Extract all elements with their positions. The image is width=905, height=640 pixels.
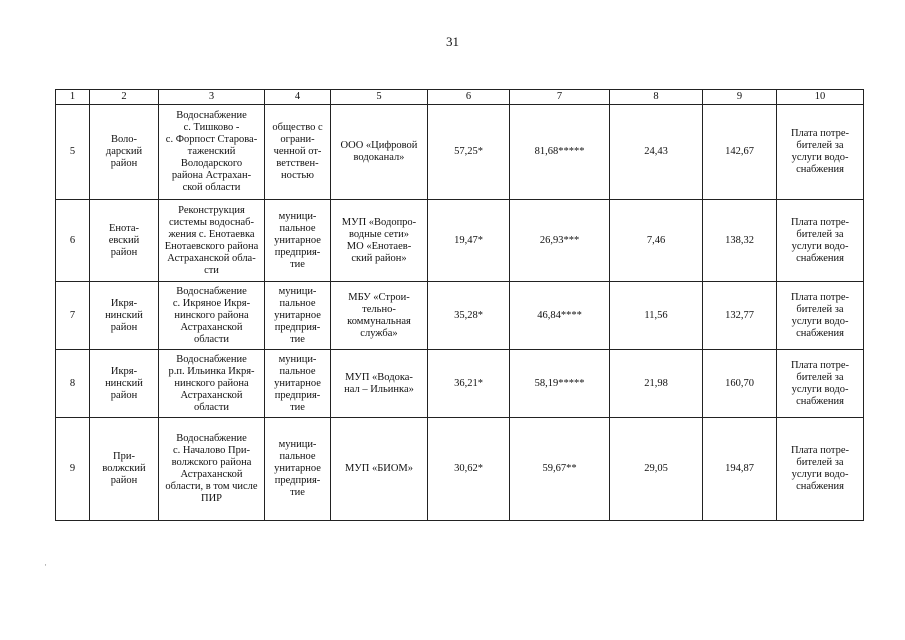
org-name-cell: ООО «Цифровой водоканал»	[331, 105, 428, 200]
column-number: 8	[610, 90, 703, 105]
district-cell: Икря- нинский район	[90, 350, 159, 418]
funding-source-cell: Плата потре- бителей за услуги водо- снабжения	[777, 200, 864, 282]
row-number: 5	[56, 105, 90, 200]
value-col6-cell: 35,28*	[428, 282, 510, 350]
org-form-cell: муници- пальное унитарное предприя- тие	[265, 418, 331, 521]
value-col9-cell: 160,70	[703, 350, 777, 418]
project-cell: Водоснабжение с. Тишково - с. Форпост Старова- таженский Володарского района Астрахан- ской области	[159, 105, 265, 200]
value-col6-cell: 57,25*	[428, 105, 510, 200]
value-col8-cell: 24,43	[610, 105, 703, 200]
value-col7-cell: 58,19*****	[510, 350, 610, 418]
org-name-cell: МБУ «Строи- тельно- коммунальная служба»	[331, 282, 428, 350]
column-number: 1	[56, 90, 90, 105]
table-row	[56, 418, 864, 521]
column-number: 5	[331, 90, 428, 105]
funding-source-cell: Плата потре- бителей за услуги водо- снабжения	[777, 105, 864, 200]
project-cell: Реконструкция системы водоснаб- жения с. Енотаевка Енотаевского района Астраханской обла- сти	[159, 200, 265, 282]
project-cell: Водоснабжение с. Икряное Икря- нинского района Астраханской области	[159, 282, 265, 350]
table-row	[56, 105, 864, 200]
org-name-cell: МУП «Водопро- водные сети» МО «Енотаев- ский район»	[331, 200, 428, 282]
district-cell: Енота- евский район	[90, 200, 159, 282]
value-col8-cell: 7,46	[610, 200, 703, 282]
column-number: 9	[703, 90, 777, 105]
column-number: 4	[265, 90, 331, 105]
project-cell: Водоснабжение с. Началово При- волжского района Астраханской области, в том числе ПИР	[159, 418, 265, 521]
page-number: 31	[446, 34, 459, 49]
table-row	[56, 282, 864, 350]
org-form-cell: муници- пальное унитарное предприя- тие	[265, 282, 331, 350]
org-form-cell: муници- пальное унитарное предприя- тие	[265, 200, 331, 282]
value-col8-cell: 21,98	[610, 350, 703, 418]
project-cell: Водоснабжение р.п. Ильинка Икря- нинского района Астраханской области	[159, 350, 265, 418]
value-col9-cell: 194,87	[703, 418, 777, 521]
column-number: 7	[510, 90, 610, 105]
value-col9-cell: 138,32	[703, 200, 777, 282]
funding-source-cell: Плата потре- бителей за услуги водо- снабжения	[777, 418, 864, 521]
org-name-cell: МУП «Водока- нал – Ильинка»	[331, 350, 428, 418]
org-form-cell: общество с ограни- ченной от- ветствен- ностью	[265, 105, 331, 200]
value-col6-cell: 30,62*	[428, 418, 510, 521]
value-col7-cell: 46,84****	[510, 282, 610, 350]
scan-speck: ·	[44, 560, 47, 570]
row-number: 7	[56, 282, 90, 350]
value-col8-cell: 11,56	[610, 282, 703, 350]
district-cell: Икря- нинский район	[90, 282, 159, 350]
table-row	[56, 350, 864, 418]
value-col9-cell: 142,67	[703, 105, 777, 200]
column-number: 3	[159, 90, 265, 105]
row-number: 8	[56, 350, 90, 418]
district-cell: При- волжский район	[90, 418, 159, 521]
value-col7-cell: 59,67**	[510, 418, 610, 521]
investment-table	[55, 89, 864, 521]
row-number: 6	[56, 200, 90, 282]
org-name-cell: МУП «БИОМ»	[331, 418, 428, 521]
column-number: 10	[777, 90, 864, 105]
value-col8-cell: 29,05	[610, 418, 703, 521]
funding-source-cell: Плата потре- бителей за услуги водо- снабжения	[777, 350, 864, 418]
value-col7-cell: 26,93***	[510, 200, 610, 282]
table-row	[56, 200, 864, 282]
value-col7-cell: 81,68*****	[510, 105, 610, 200]
column-number-row	[56, 90, 864, 105]
district-cell: Воло- дарский район	[90, 105, 159, 200]
column-number: 6	[428, 90, 510, 105]
org-form-cell: муници- пальное унитарное предприя- тие	[265, 350, 331, 418]
column-number: 2	[90, 90, 159, 105]
row-number: 9	[56, 418, 90, 521]
value-col6-cell: 36,21*	[428, 350, 510, 418]
value-col6-cell: 19,47*	[428, 200, 510, 282]
funding-source-cell: Плата потре- бителей за услуги водо- снабжения	[777, 282, 864, 350]
value-col9-cell: 132,77	[703, 282, 777, 350]
